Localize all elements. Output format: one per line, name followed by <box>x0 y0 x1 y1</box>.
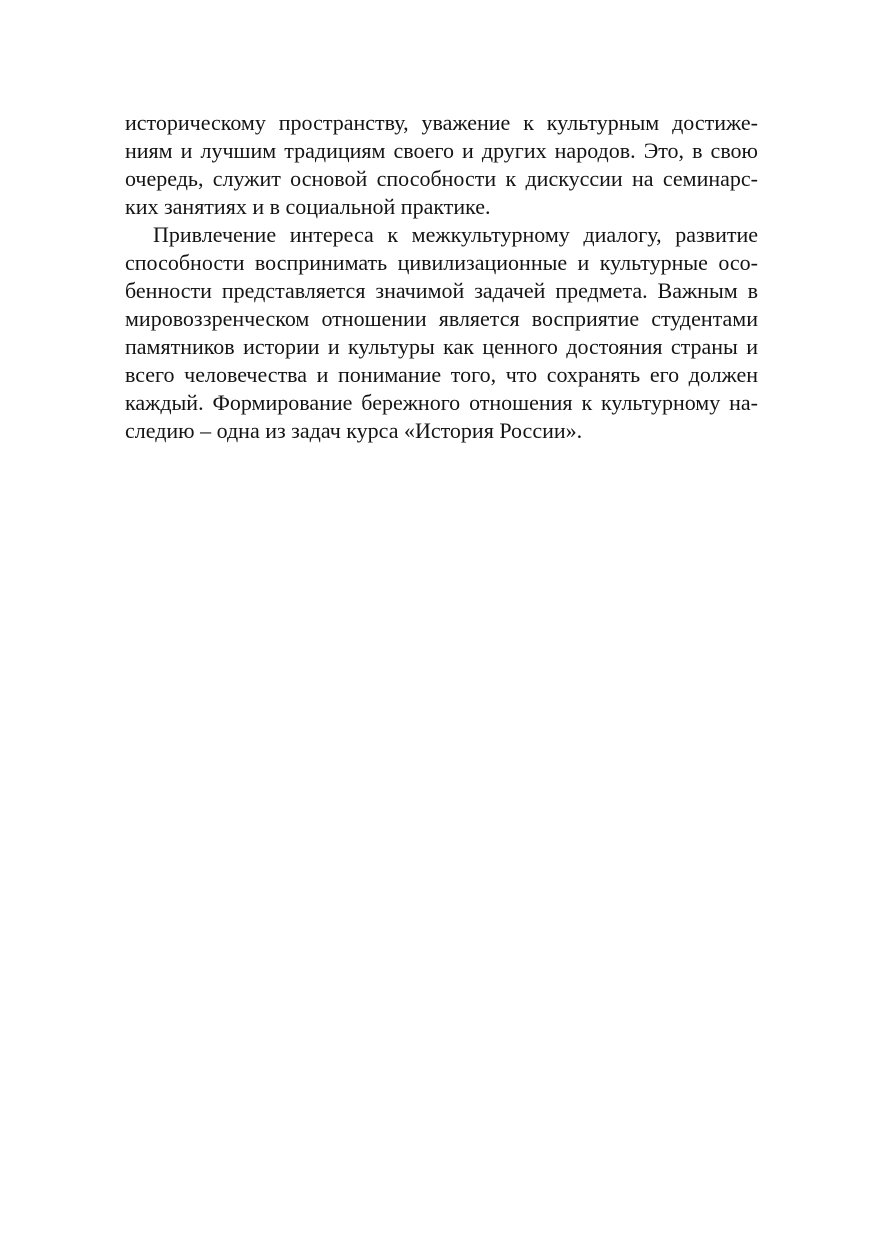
text-line: следию – одна из задач курса «История России». <box>125 418 583 443</box>
text-line: бенности представляется значимой задачей предмета. Важным в <box>125 278 758 303</box>
text-line: ниям и лучшим традициям своего и других народов. Это, в свою <box>125 138 758 163</box>
text-line: ких занятиях и в социальной практике. <box>125 194 491 219</box>
text-block <box>125 109 758 445</box>
paragraph-continuation <box>125 109 758 221</box>
text-line: всего человечества и понимание того, что сохранять его должен <box>125 362 758 387</box>
text-line: памятников истории и культуры как ценного достояния страны и <box>125 334 758 359</box>
paragraph-body <box>125 221 758 445</box>
text-line: способности воспринимать цивилизационные и культурные осо- <box>125 250 758 275</box>
text-line: историческому пространству, уважение к культурным достиже- <box>125 110 758 135</box>
text-line: мировоззренческом отношении является восприятие студентами <box>125 306 758 331</box>
text-line: Привлечение интереса к межкультурному диалогу, развитие <box>153 222 758 247</box>
text-line: каждый. Формирование бережного отношения к культурному на- <box>125 390 758 415</box>
text-line: очередь, служит основой способности к дискуссии на семинарс- <box>125 166 758 191</box>
